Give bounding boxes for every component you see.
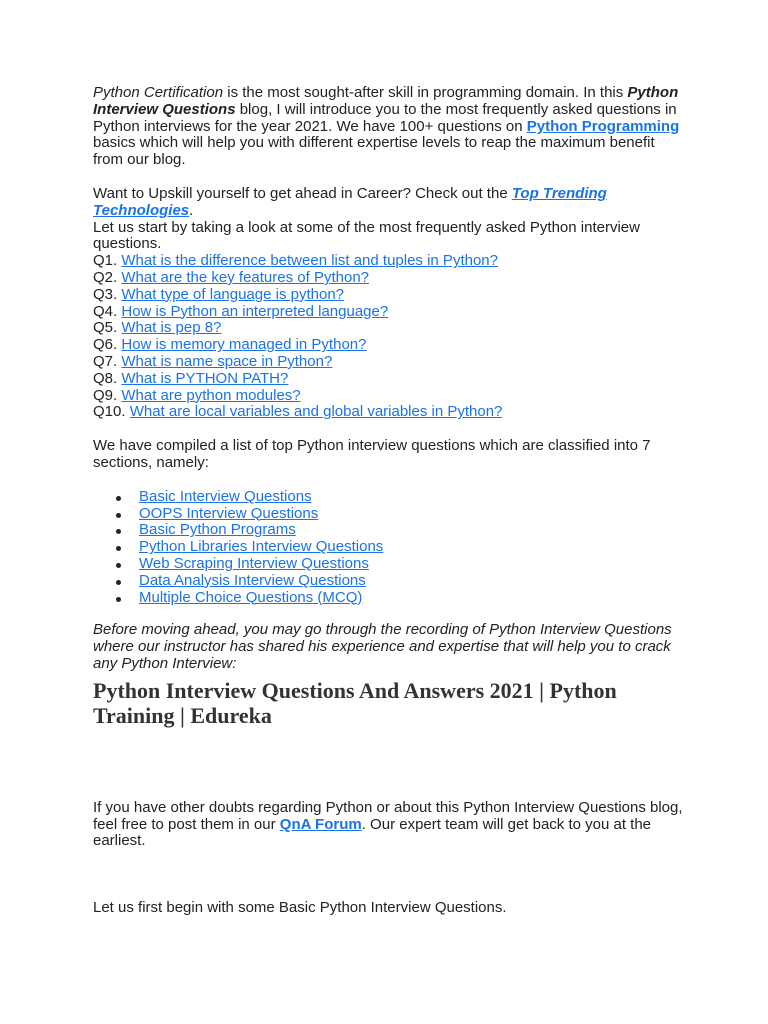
question-number: Q6.: [93, 336, 122, 354]
python-programming-link[interactable]: Python Programming: [526, 117, 680, 135]
video-title: Python Interview Questions And Answers 2021 | Python Training | Edureka: [93, 677, 617, 728]
bullet-icon: [116, 563, 121, 568]
intro-text-2: blog, I will introduce you to the most frequently asked questions in Python interviews for the year 2021. We have 100+ questions on: [93, 100, 677, 135]
question-item: [93, 388, 683, 405]
question-number: Q10.: [93, 403, 130, 421]
question-link[interactable]: What is the difference between list and tuples in Python?: [121, 252, 498, 270]
section-item: [93, 522, 683, 539]
section-link[interactable]: Basic Python Programs: [139, 521, 296, 539]
intro-text-3: basics which will help you with different expertise levels to reap the maximum benefit from our blog.: [93, 134, 655, 169]
question-number: Q5.: [93, 319, 122, 337]
question-item: [93, 337, 683, 354]
question-link[interactable]: What are the key features of Python?: [121, 268, 369, 286]
section-link[interactable]: Python Libraries Interview Questions: [139, 538, 384, 556]
question-item: [93, 354, 683, 371]
recording-note: Before moving ahead, you may go through the recording of Python Interview Questions where our instructor has shared his experience and expertise that will help you to crack any Python Interview:: [93, 621, 672, 672]
question-link[interactable]: What is name space in Python?: [121, 352, 333, 370]
bullet-icon: [116, 597, 121, 602]
question-link[interactable]: What type of language is python?: [121, 285, 345, 303]
upskill-text: Want to Upskill yourself to get ahead in Career? Check out the: [93, 184, 512, 202]
question-item: [93, 253, 683, 270]
begin-text: Let us first begin with some Basic Python Interview Questions.: [93, 899, 507, 917]
bullet-icon: [116, 513, 121, 518]
question-number: Q3.: [93, 285, 122, 303]
section-link[interactable]: Web Scraping Interview Questions: [139, 554, 369, 572]
qna-forum-link[interactable]: QnA Forum: [279, 815, 362, 833]
blog-title-text: Python Interview Questions: [93, 84, 679, 118]
upskill-period: .: [189, 201, 194, 219]
top-trending-technologies-link[interactable]: Top Trending Technologies: [93, 184, 607, 219]
section-link[interactable]: Multiple Choice Questions (MCQ): [139, 588, 363, 606]
section-item: [93, 573, 683, 590]
intro-text-1: is the most sought-after skill in programming domain. In this: [223, 84, 628, 101]
question-link[interactable]: What are python modules?: [121, 386, 301, 404]
question-number: Q1.: [93, 252, 122, 270]
doubts-text-1: If you have other doubts regarding Python or about this Python Interview Questions blog, feel free to post them in our: [93, 798, 683, 833]
question-link[interactable]: What is pep 8?: [121, 319, 222, 337]
question-link[interactable]: How is Python an interpreted language?: [121, 302, 389, 320]
question-link[interactable]: What is PYTHON PATH?: [121, 369, 289, 387]
intro-paragraph: [93, 85, 683, 169]
question-link[interactable]: How is memory managed in Python?: [121, 336, 367, 354]
compiled-text: We have compiled a list of top Python interview questions which are classified into 7 sections, namely:: [93, 437, 651, 471]
question-item: [93, 304, 683, 321]
question-list: [93, 253, 683, 421]
question-item: [93, 270, 683, 287]
section-item: [93, 489, 683, 506]
section-item: [93, 506, 683, 523]
section-item: [93, 590, 683, 607]
python-certification-text: Python Certification: [93, 84, 224, 101]
lead-in-text: Let us start by taking a look at some of the most frequently asked Python interview questions.: [93, 218, 640, 253]
upskill-paragraph: [93, 186, 683, 220]
section-link[interactable]: OOPS Interview Questions: [139, 504, 319, 522]
question-item: [93, 404, 683, 421]
question-number: Q4.: [93, 302, 122, 320]
bullet-icon: [116, 580, 121, 585]
bullet-icon: [116, 546, 121, 551]
doubts-text-2: . Our expert team will get back to you at the earliest.: [93, 815, 652, 850]
section-link[interactable]: Data Analysis Interview Questions: [139, 571, 366, 589]
bullet-icon: [116, 496, 121, 501]
question-item: [93, 287, 683, 304]
sections-list: [93, 489, 683, 607]
article-body: [93, 85, 683, 917]
bullet-icon: [116, 529, 121, 534]
question-number: Q8.: [93, 369, 122, 387]
section-link[interactable]: Basic Interview Questions: [139, 487, 312, 505]
section-item: [93, 556, 683, 573]
doubts-paragraph: [93, 800, 683, 850]
question-number: Q2.: [93, 268, 122, 286]
question-link[interactable]: What are local variables and global variables in Python?: [129, 403, 503, 421]
question-item: [93, 320, 683, 337]
question-item: [93, 371, 683, 388]
question-number: Q9.: [93, 386, 122, 404]
question-number: Q7.: [93, 352, 122, 370]
section-item: [93, 539, 683, 556]
